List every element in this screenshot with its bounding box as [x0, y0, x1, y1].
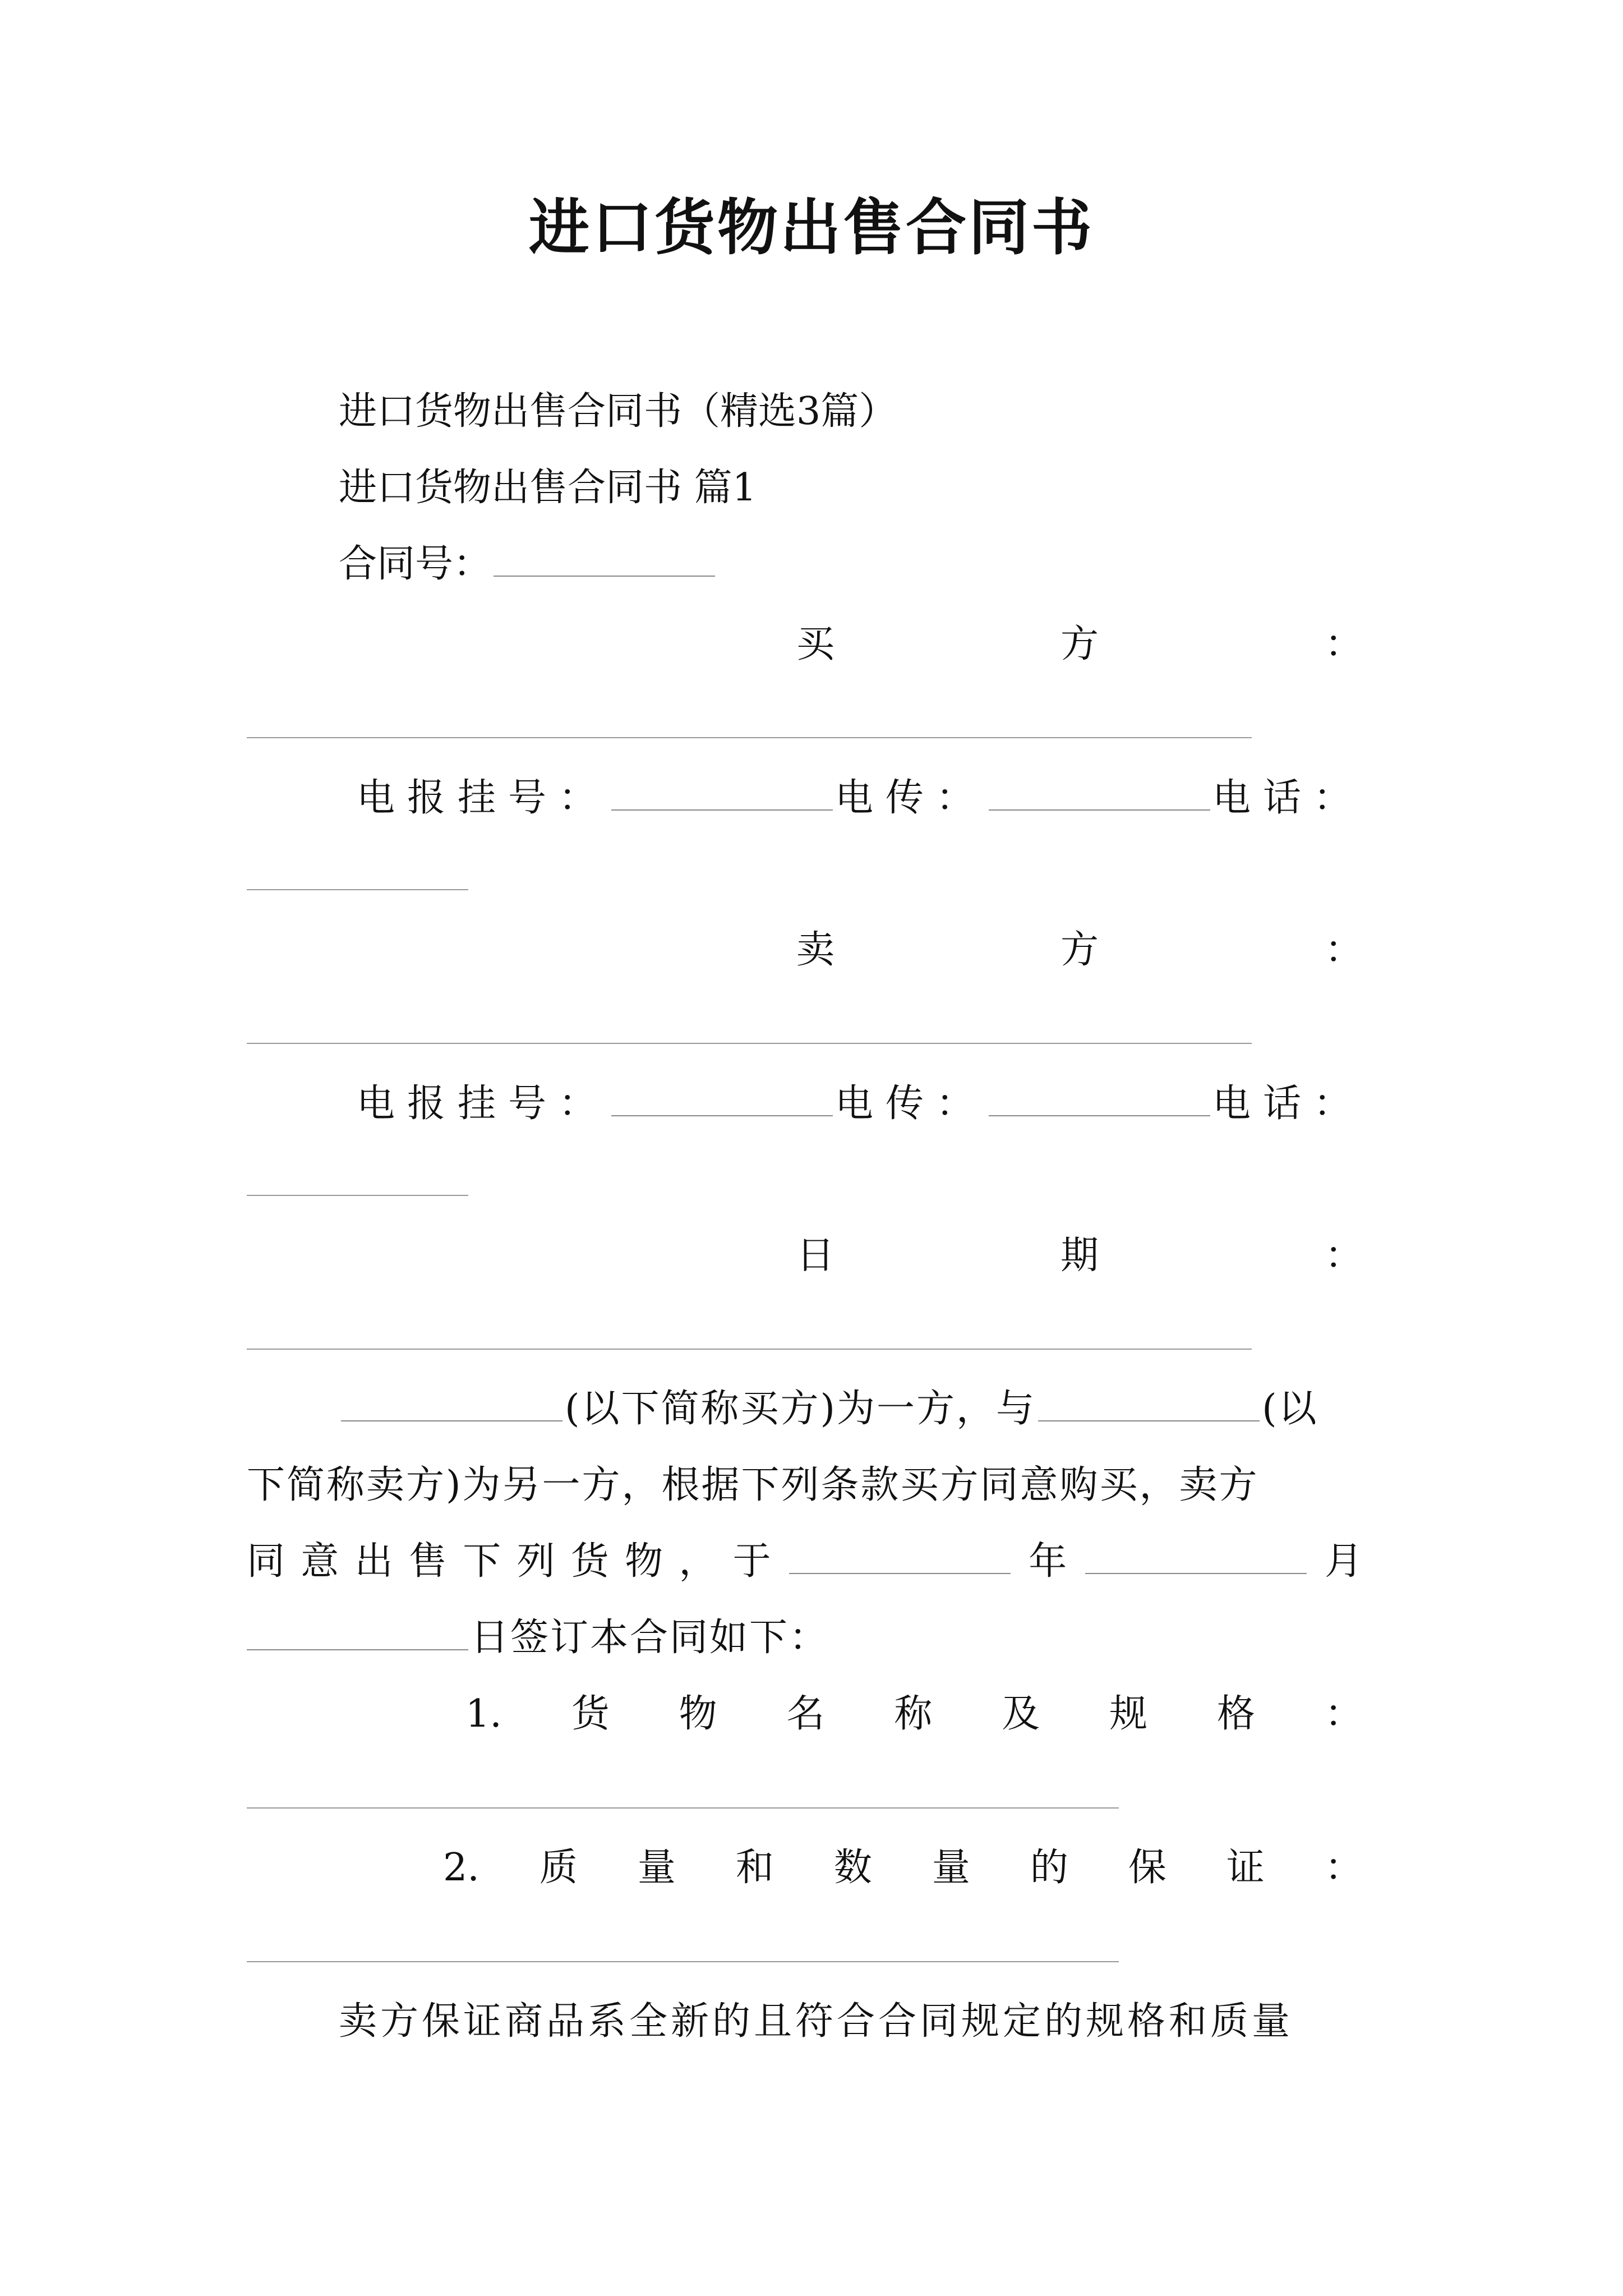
intro-line-3	[247, 1539, 1363, 1584]
last-line: 卖方保证商品系全新的且符合合同规定的规格和质量	[339, 1999, 1294, 2044]
intro-char: 售	[408, 1539, 447, 1584]
clause-1-heading	[465, 1692, 1363, 1736]
subtitle: 进口货物出售合同书（精选3篇）	[339, 389, 897, 434]
signing-month-blank	[1085, 1573, 1307, 1574]
buyer-contact-line	[357, 776, 1364, 820]
part-heading: 进口货物出售合同书 篇1	[339, 466, 757, 510]
intro-part-2: (以	[1262, 1387, 1318, 1431]
intro-char: 意	[301, 1539, 339, 1584]
date-heading	[796, 1234, 1363, 1278]
clause-2-blank	[247, 1961, 1119, 1962]
clause-1-char: ：	[1324, 1692, 1363, 1736]
year-label: 年	[1029, 1539, 1067, 1584]
clause-1-char: 及	[1002, 1692, 1040, 1736]
intro-char: 列	[517, 1539, 555, 1584]
seller-heading-char: 方	[1060, 928, 1099, 972]
intro-char: 出	[354, 1539, 393, 1584]
buyer-heading-char: ：	[1324, 622, 1363, 666]
seller-heading-char: ：	[1324, 928, 1363, 972]
intro-char: 货	[570, 1539, 609, 1584]
seller-heading	[796, 928, 1363, 972]
intro-part-1: (以下简称买方)为一方，与	[565, 1387, 1036, 1431]
clause-2-char: 和	[735, 1846, 774, 1890]
clause-2-char: 证	[1226, 1846, 1265, 1890]
signing-year-blank	[789, 1573, 1011, 1574]
date-heading-char: 日	[796, 1234, 835, 1278]
buyer-phone-blank	[247, 889, 468, 890]
clause-2-char: 保	[1128, 1846, 1166, 1890]
clause-2-char: 量	[932, 1846, 970, 1890]
clause-1-char: 格	[1217, 1692, 1256, 1736]
clause-2-char: 2.	[443, 1846, 479, 1890]
clause-1-char: 称	[894, 1692, 933, 1736]
intro-char: ，	[679, 1539, 717, 1584]
month-label: 月	[1324, 1539, 1363, 1584]
seller-telex-label: 电传：	[835, 1082, 987, 1126]
clause-2-char: 数	[833, 1846, 872, 1890]
buyer-phone-label: 电话：	[1212, 776, 1364, 820]
buyer-heading	[796, 622, 1363, 666]
seller-phone-label: 电话：	[1212, 1082, 1364, 1126]
date-blank	[247, 1349, 1252, 1350]
seller-phone-blank	[247, 1195, 468, 1196]
intro-line-4	[247, 1616, 829, 1660]
buyer-telegraph-blank	[611, 809, 833, 811]
clause-1-char: 货	[571, 1692, 610, 1736]
intro-line-2: 下简称卖方)为另一方，根据下列条款买方同意购买，卖方	[247, 1463, 1259, 1507]
contract-number-blank	[494, 576, 715, 577]
buyer-heading-char: 方	[1060, 622, 1099, 666]
buyer-telex-blank	[989, 809, 1210, 811]
buyer-name-blank	[247, 737, 1252, 738]
seller-telegraph-label: 电报挂号：	[357, 1082, 610, 1126]
clause-2-char: 量	[637, 1846, 676, 1890]
clause-1-char: 物	[679, 1692, 717, 1736]
intro-line-4-text: 日签订本合同如下：	[471, 1616, 829, 1660]
seller-party-blank	[1038, 1420, 1260, 1421]
clause-1-char: 1.	[465, 1692, 502, 1736]
intro-char: 同	[247, 1539, 285, 1584]
clause-1-char: 规	[1109, 1692, 1148, 1736]
clause-2-char: ：	[1324, 1846, 1363, 1890]
clause-2-heading	[443, 1846, 1363, 1890]
seller-heading-char: 卖	[796, 928, 835, 972]
seller-contact-line	[357, 1082, 1364, 1126]
date-heading-char: ：	[1324, 1234, 1363, 1278]
intro-char: 下	[463, 1539, 501, 1584]
clause-1-char: 名	[786, 1692, 825, 1736]
buyer-telex-label: 电传：	[835, 776, 987, 820]
buyer-party-blank	[341, 1420, 562, 1421]
seller-telegraph-blank	[611, 1115, 833, 1116]
date-heading-char: 期	[1060, 1234, 1099, 1278]
contract-number-label: 合同号：	[339, 542, 492, 586]
seller-name-blank	[247, 1043, 1252, 1044]
intro-char: 物	[625, 1539, 663, 1584]
signing-day-blank	[247, 1649, 468, 1650]
seller-telex-blank	[989, 1115, 1210, 1116]
intro-char: 于	[732, 1539, 771, 1584]
clause-2-char: 质	[539, 1846, 578, 1890]
buyer-heading-char: 买	[796, 622, 835, 666]
clause-2-char: 的	[1030, 1846, 1068, 1890]
clause-1-blank	[247, 1807, 1119, 1809]
document-title: 进口货物出售合同书	[528, 192, 1094, 263]
contract-number-line	[339, 542, 717, 586]
buyer-telegraph-label: 电报挂号：	[357, 776, 610, 820]
intro-line-1	[339, 1387, 1318, 1431]
